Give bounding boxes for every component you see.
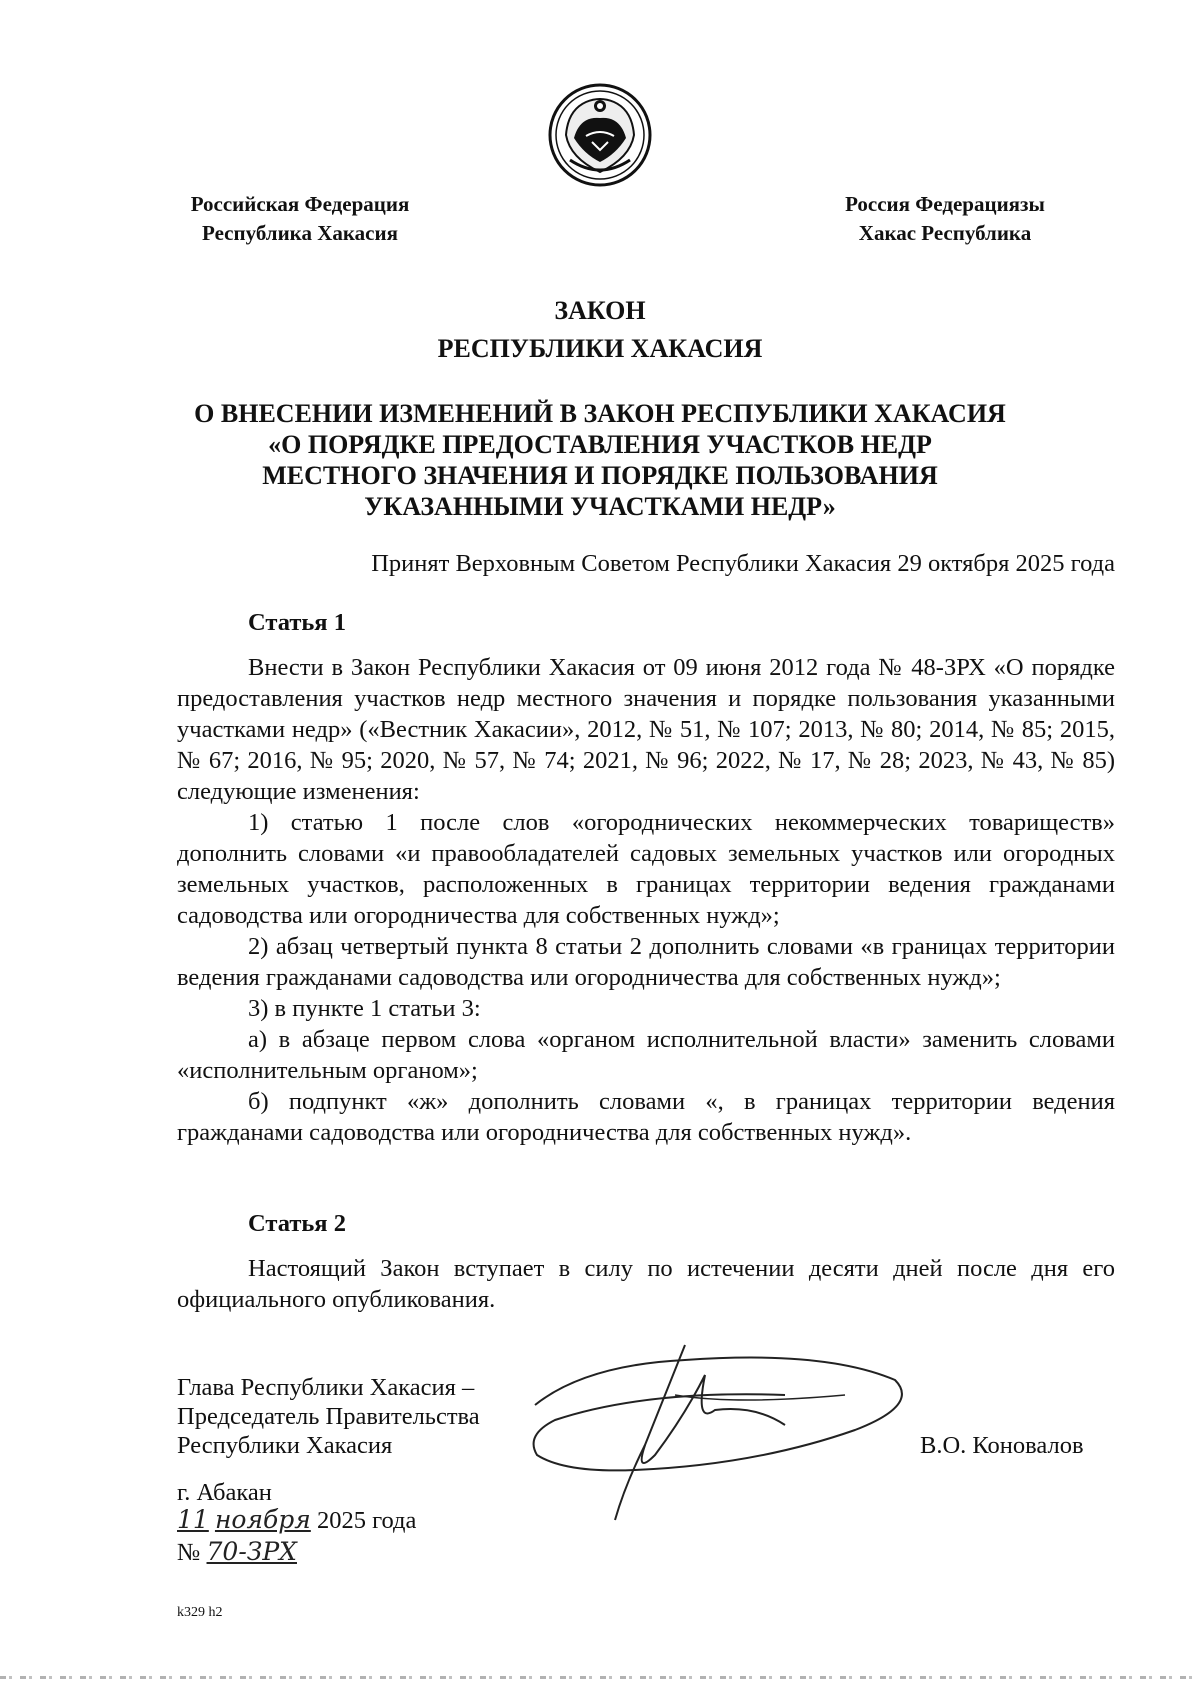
article-2-text: Настоящий Закон вступает в силу по истечении десяти дней после дня его официального опубликования. <box>177 1255 1115 1313</box>
signatory-position <box>177 1373 480 1460</box>
header-right <box>830 190 1060 248</box>
coat-of-arms-icon <box>546 80 654 190</box>
header-left-line1: Российская Федерация <box>190 192 410 216</box>
place: г. Абакан <box>177 1479 272 1506</box>
header-left-line2: Республика Хакасия <box>202 221 398 245</box>
article-1-intro: Внести в Закон Республики Хакасия от 09 июня 2012 года № 48-ЗРХ «О порядке предоставления участков недр местного значения и порядке пользования указанными участками недр» («Вестник Хакасии», 2012, № 51, № 107; 2013, № 80; 2014, № 85; 2015, № 67; 2016, № 95; 2020, № 57, № 74; 2021, № 96; 2022, № 17, № 28; 2023, № 43, № 85) следующие изменения: <box>177 654 1115 805</box>
header-right-line1: Россия Федерациязы <box>845 192 1045 216</box>
document-code: k329 h2 <box>177 1605 223 1620</box>
law-name-line1: О ВНЕСЕНИИ ИЗМЕНЕНИЙ В ЗАКОН РЕСПУБЛИКИ ХАКАСИЯ <box>194 399 1006 428</box>
signatory-position-line3: Республики Хакасия <box>177 1432 393 1459</box>
date-year: 2025 года <box>316 1507 417 1534</box>
article-2-body <box>177 1253 1115 1315</box>
article-1-item-3: 3) в пункте 1 статьи 3: <box>248 995 481 1022</box>
signatory-name: В.О. Коновалов <box>920 1432 1084 1459</box>
article-1-item-3b: б) подпункт «ж» дополнить словами «, в границах территории ведения гражданами садоводства или огородничества для собственных нужд». <box>177 1088 1115 1146</box>
signing-date <box>177 1505 416 1536</box>
law-name-line2: «О ПОРЯДКЕ ПРЕДОСТАВЛЕНИЯ УЧАСТКОВ НЕДР <box>268 430 932 459</box>
number-prefix: № <box>177 1539 201 1566</box>
adoption-note: Принят Верховным Советом Республики Хакасия 29 октября 2025 года <box>371 550 1115 577</box>
law-name-line4: УКАЗАННЫМИ УЧАСТКАМИ НЕДР» <box>364 492 836 521</box>
handwritten-signature <box>525 1335 925 1525</box>
article-1-heading: Статья 1 <box>248 609 346 636</box>
law-title-line2: РЕСПУБЛИКИ ХАКАСИЯ <box>437 334 763 363</box>
article-1-item-3a: а) в абзаце первом слова «органом исполнительной власти» заменить словами «исполнительным органом»; <box>177 1026 1115 1084</box>
law-name-line3: МЕСТНОГО ЗНАЧЕНИЯ И ПОРЯДКЕ ПОЛЬЗОВАНИЯ <box>262 461 938 490</box>
date-month: ноября <box>214 1505 311 1534</box>
signatory-position-line1: Глава Республики Хакасия – <box>177 1374 475 1401</box>
law-title <box>0 292 1200 368</box>
signatory-position-line2: Председатель Правительства <box>177 1403 480 1430</box>
header-right-line2: Хакас Республика <box>858 221 1032 245</box>
date-day: 11 <box>177 1505 209 1534</box>
law-number <box>177 1537 297 1568</box>
article-2-heading: Статья 2 <box>248 1210 346 1237</box>
header-left <box>150 190 450 248</box>
article-1-item-1: 1) статью 1 после слов «огороднических некоммерческих товариществ» дополнить словами «и правообладателей садовых земельных участков или огородных земельных участков, расположенных в границах территории ведения гражданами садоводства или огородничества для собственных нужд»; <box>177 809 1115 929</box>
scan-artifact <box>0 1676 1200 1679</box>
article-1-body <box>177 652 1115 1148</box>
law-title-line1: ЗАКОН <box>554 296 646 325</box>
article-1-item-2: 2) абзац четвертый пункта 8 статьи 2 дополнить словами «в границах территории ведения гражданами садоводства или огородничества для собственных нужд»; <box>177 933 1115 991</box>
number-value: 70-ЗРХ <box>206 1537 297 1566</box>
law-name <box>150 398 1050 522</box>
